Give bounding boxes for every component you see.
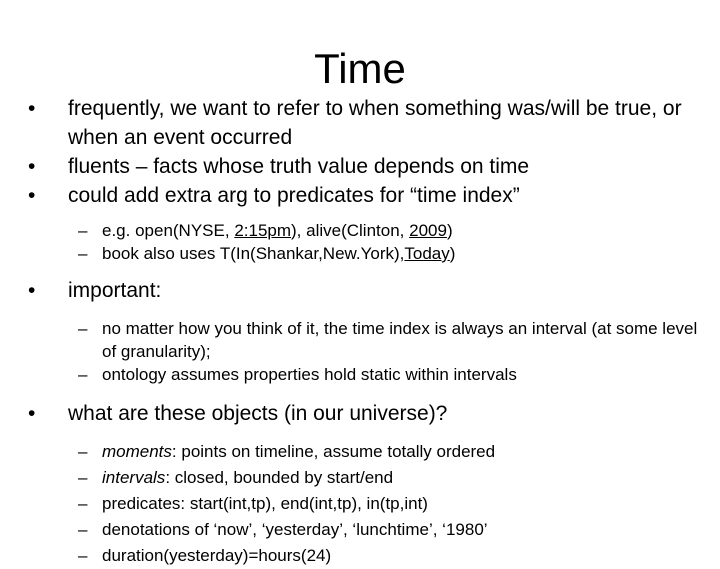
underlined-time: 2:15pm	[234, 221, 292, 240]
bullet-fluents	[0, 152, 720, 181]
italic-term: intervals	[102, 468, 166, 487]
sub-text: predicates: start(int,tp), end(int,tp), in(tp,int)	[102, 494, 428, 513]
bullet-icon: •	[28, 184, 36, 207]
bullet-icon: •	[28, 402, 36, 425]
dash-icon: –	[78, 468, 88, 487]
bullet-text: important:	[68, 279, 162, 302]
sub-text: book also uses T(In(Shankar,New.York),Today)	[102, 244, 456, 263]
dash-icon: –	[78, 365, 88, 384]
underlined-today: Today	[404, 244, 450, 263]
dash-icon: –	[78, 244, 88, 263]
sub-text: duration(yesterday)=hours(24)	[102, 546, 332, 565]
dash-icon: –	[78, 442, 88, 461]
sub-text: denotations of ‘now’, ‘yesterday’, ‘lunchtime’, ‘1980’	[102, 520, 488, 539]
sub-bullet-predicates	[0, 491, 720, 517]
sub-bullet-book	[0, 242, 720, 265]
sub-bullet-duration	[0, 543, 720, 569]
bullet-text: frequently, we want to refer to when something was/will be true, or when an event occurred	[68, 97, 682, 149]
dash-icon: –	[78, 546, 88, 565]
bullet-text: fluents – facts whose truth value depends on time	[68, 155, 530, 178]
bullet-frequently	[0, 94, 720, 152]
sub-bullet-interval	[0, 317, 720, 363]
sub-text: e.g. open(NYSE, 2:15pm), alive(Clinton, 2009)	[102, 221, 453, 240]
bullet-icon: •	[28, 97, 36, 120]
bullet-icon: •	[28, 155, 36, 178]
underlined-year: 2009	[409, 221, 447, 240]
bullet-extra-arg	[0, 181, 720, 210]
sub-text: intervals: closed, bounded by start/end	[102, 468, 394, 487]
dash-icon: –	[78, 319, 88, 338]
bullet-objects	[0, 399, 720, 428]
dash-icon: –	[78, 494, 88, 513]
italic-term: moments	[102, 442, 172, 461]
sub-text: moments: points on timeline, assume totally ordered	[102, 442, 496, 461]
sub-bullet-intervals	[0, 465, 720, 491]
sub-text: no matter how you think of it, the time index is always an interval (at some level of granularity);	[102, 319, 698, 361]
bullet-text: what are these objects (in our universe)?	[68, 402, 448, 425]
sub-bullet-moments	[0, 439, 720, 465]
slide-title: Time	[314, 45, 406, 92]
sub-text: ontology assumes properties hold static within intervals	[102, 365, 517, 384]
sub-bullet-example	[0, 219, 720, 242]
bullet-icon: •	[28, 279, 36, 302]
dash-icon: –	[78, 520, 88, 539]
slide-body	[0, 94, 720, 569]
dash-icon: –	[78, 221, 88, 240]
sub-bullet-ontology	[0, 363, 720, 386]
sub-bullet-denotations	[0, 517, 720, 543]
bullet-important	[0, 276, 720, 305]
bullet-text: could add extra arg to predicates for “time index”	[68, 184, 520, 207]
